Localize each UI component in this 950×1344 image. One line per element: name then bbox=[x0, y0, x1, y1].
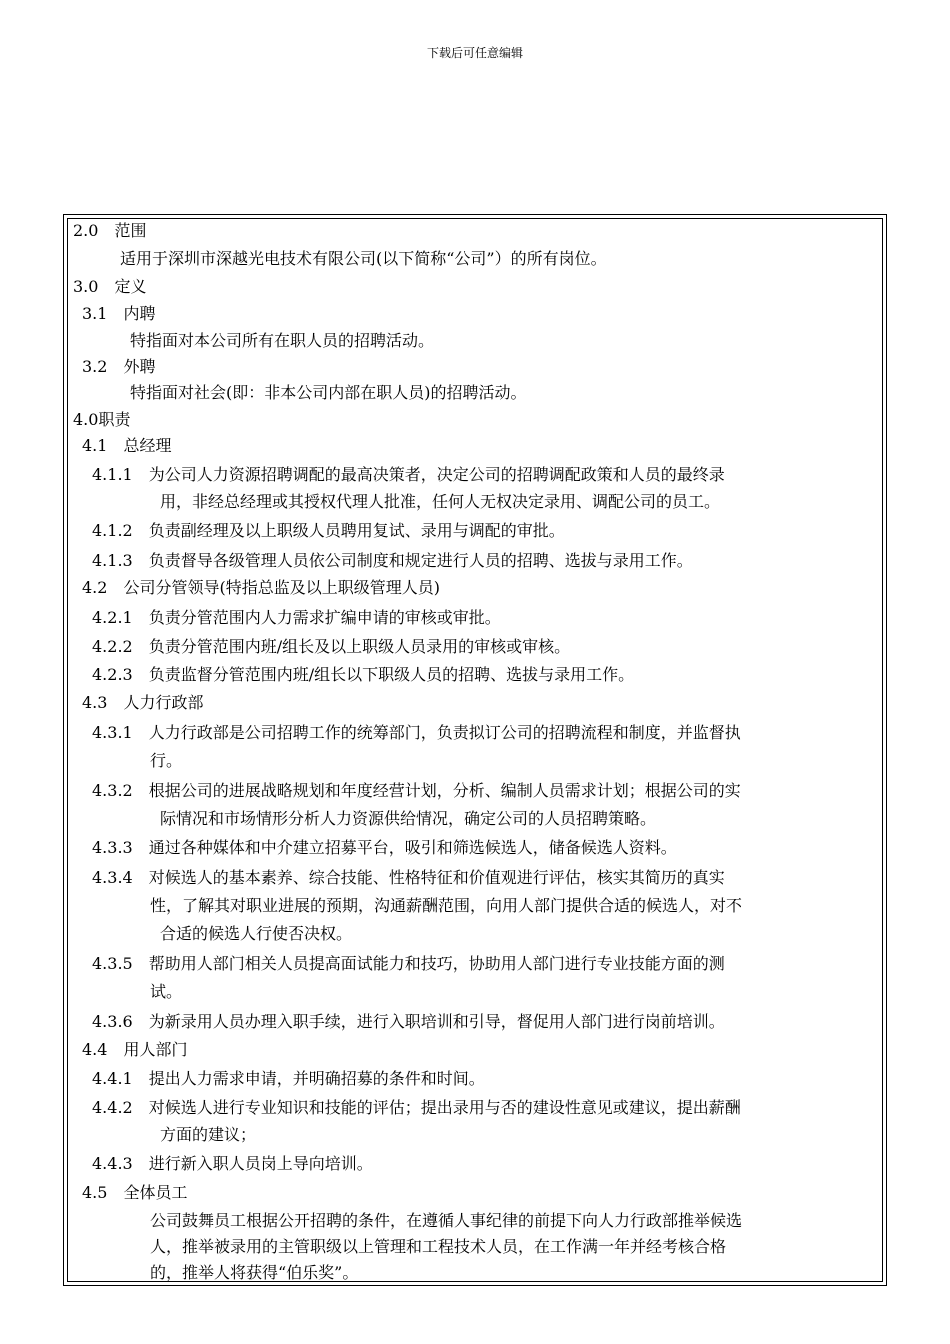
item-4-3-4-cont2: 合适的候选人行使否决权。 bbox=[160, 924, 353, 943]
item-4-2-3: 4.2.3 负责监督分管范围内班/组长以下职级人员的招聘、选拔与录用工作。 bbox=[92, 665, 635, 684]
page-header: 下载后可任意编辑 bbox=[426, 46, 523, 60]
item-4-3-6: 4.3.6 为新录用人员办理入职手续，进行入职培训和引导，督促用人部门进行岗前培训。 bbox=[92, 1012, 725, 1031]
section-3-0: 3.0 定义 bbox=[73, 277, 147, 296]
section-4-5-text2: 人，推举被录用的主管职级以上管理和工程技术人员，在工作满一年并经考核合格 bbox=[150, 1237, 727, 1256]
section-4-5: 4.5 全体员工 bbox=[82, 1183, 188, 1202]
item-4-4-1: 4.4.1 提出人力需求申请，并明确招募的条件和时间。 bbox=[92, 1069, 485, 1088]
item-4-1-1: 4.1.1 为公司人力资源招聘调配的最高决策者，决定公司的招聘调配政策和人员的最终录 bbox=[92, 465, 725, 484]
section-4-1: 4.1 总经理 bbox=[82, 436, 172, 455]
section-4-0: 4.0职责 bbox=[73, 410, 131, 429]
section-4-2: 4.2 公司分管领导(特指总监及以上职级管理人员) bbox=[82, 578, 440, 597]
item-4-1-1-cont: 用，非经总经理或其授权代理人批准，任何人无权决定录用、调配公司的员工。 bbox=[160, 492, 721, 511]
item-4-3-4: 4.3.4 对候选人的基本素养、综合技能、性格特征和价值观进行评估，核实其简历的真实 bbox=[92, 868, 725, 887]
item-4-2-2: 4.2.2 负责分管范围内班/组长及以上职级人员录用的审核或审核。 bbox=[92, 637, 571, 656]
item-4-3-2: 4.3.2 根据公司的进展战略规划和年度经营计划，分析、编制人员需求计划；根据公司的实 bbox=[92, 781, 741, 800]
item-4-3-1: 4.3.1 人力行政部是公司招聘工作的统筹部门，负责拟订公司的招聘流程和制度，并监督执 bbox=[92, 723, 741, 742]
item-4-2-1: 4.2.1 负责分管范围内人力需求扩编申请的审核或审批。 bbox=[92, 608, 501, 627]
item-4-3-1-cont: 行。 bbox=[150, 751, 183, 770]
document-inner-border bbox=[67, 218, 883, 1282]
item-4-3-5-cont: 试。 bbox=[150, 982, 183, 1001]
item-4-3-5: 4.3.5 帮助用人部门相关人员提高面试能力和技巧，协助用人部门进行专业技能方面的测 bbox=[92, 954, 725, 973]
section-4-4: 4.4 用人部门 bbox=[82, 1040, 188, 1059]
section-3-1: 3.1 内聘 bbox=[82, 304, 156, 323]
item-4-3-4-cont1: 性，了解其对职业进展的预期，沟通薪酬范围，向用人部门提供合适的候选人，对不 bbox=[150, 896, 743, 915]
section-4-3: 4.3 人力行政部 bbox=[82, 693, 204, 712]
section-3-2-text: 特指面对社会(即：非本公司内部在职人员)的招聘活动。 bbox=[130, 383, 527, 402]
item-4-4-2: 4.4.2 对候选人进行专业知识和技能的评估；提出录用与否的建设性意见或建议，提出薪酬 bbox=[92, 1098, 741, 1117]
item-4-3-3: 4.3.3 通过各种媒体和中介建立招募平台，吸引和筛选候选人，储备候选人资料。 bbox=[92, 838, 677, 857]
item-4-4-2-cont: 方面的建议； bbox=[160, 1125, 257, 1144]
section-4-5-text1: 公司鼓舞员工根据公开招聘的条件，在遵循人事纪律的前提下向人力行政部推举候选 bbox=[150, 1211, 743, 1230]
item-4-3-2-cont: 际情况和市场情形分析人力资源供给情况，确定公司的人员招聘策略。 bbox=[160, 809, 657, 828]
item-4-1-3: 4.1.3 负责督导各级管理人员依公司制度和规定进行人员的招聘、选拔与录用工作。 bbox=[92, 551, 693, 570]
item-4-4-3: 4.4.3 进行新入职人员岗上导向培训。 bbox=[92, 1154, 373, 1173]
section-4-5-text3: 的，推举人将获得“伯乐奖”。 bbox=[150, 1263, 359, 1282]
section-2-0: 2.0 范围 bbox=[73, 221, 147, 240]
item-4-1-2: 4.1.2 负责副经理及以上职级人员聘用复试、录用与调配的审批。 bbox=[92, 521, 565, 540]
scope-text: 适用于深圳市深越光电技术有限公司(以下简称“公司”）的所有岗位。 bbox=[120, 249, 607, 268]
section-3-2: 3.2 外聘 bbox=[82, 357, 156, 376]
section-3-1-text: 特指面对本公司所有在职人员的招聘活动。 bbox=[130, 331, 435, 350]
